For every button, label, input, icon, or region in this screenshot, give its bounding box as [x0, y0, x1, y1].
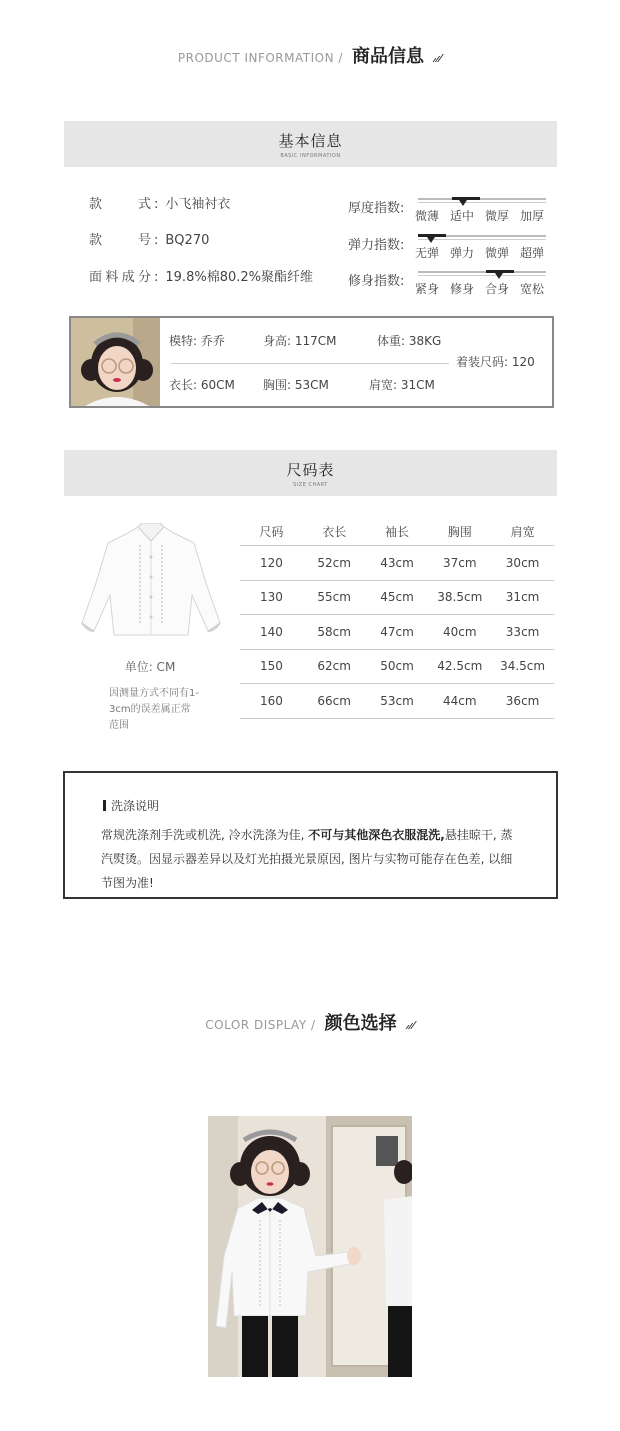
wash-text	[101, 823, 521, 895]
color-display-photo	[208, 1116, 412, 1377]
table-cell: 120	[259, 555, 283, 570]
model-shoulder: 肩宽: 31CM	[369, 378, 435, 392]
table-cell: 45cm	[380, 590, 414, 605]
scale-option: 宽松	[520, 282, 545, 296]
table-cell: 52cm	[317, 555, 351, 570]
basic-info-subtitle: BASIC INFORMATION	[280, 153, 341, 159]
scale-option: 加厚	[520, 209, 545, 223]
detail-value: 19.8%棉80.2%聚酯纤维	[165, 270, 313, 285]
size-table	[240, 518, 554, 719]
scale-option: 适中	[450, 209, 475, 223]
wash-instructions-box	[63, 771, 558, 899]
scale-pointer-icon	[495, 273, 503, 279]
scale-label: 修身指数:	[348, 274, 405, 289]
scale-pointer-icon	[427, 237, 435, 243]
table-cell: 58cm	[317, 624, 351, 639]
scale-option: 微厚	[485, 209, 510, 223]
detail-value: BQ270	[165, 233, 210, 248]
size-chart-bar	[64, 450, 557, 496]
table-row	[240, 581, 554, 616]
color-display-zh: 颜色选择	[324, 1013, 397, 1034]
table-cell: 34.5cm	[500, 659, 546, 674]
scale-option: 微弹	[485, 246, 510, 260]
table-row	[240, 546, 554, 581]
size-chart-subtitle: SIZE CHART	[293, 482, 328, 488]
detail-label: 面料成分	[89, 270, 151, 285]
table-cell: 43cm	[380, 555, 414, 570]
model-size: 着装尺码: 120	[456, 355, 535, 369]
table-cell: 31cm	[505, 590, 540, 605]
scale-option: 微薄	[415, 209, 440, 223]
table-header-cell: 肩宽	[510, 525, 535, 539]
table-cell: 53cm	[380, 693, 414, 708]
model-height: 身高: 117CM	[263, 334, 337, 348]
table-header-cell: 胸围	[447, 525, 472, 539]
size-chart-title: 尺码表	[286, 461, 335, 479]
scale-option: 合身	[485, 282, 510, 296]
wash-text-part: 常规洗涤剂手洗或机洗, 冷水洗涤为佳,	[101, 828, 309, 842]
detail-code: 款号 : BQ270	[89, 229, 209, 248]
table-cell: 160	[259, 693, 283, 708]
table-row	[240, 650, 554, 685]
table-cell: 66cm	[317, 693, 351, 708]
scale-option: 超弹	[520, 246, 545, 260]
detail-label: 款式	[89, 197, 151, 212]
table-cell: 62cm	[317, 659, 351, 674]
table-cell: 130	[259, 590, 283, 605]
scale-option: 紧身	[415, 282, 440, 296]
model-divider	[171, 363, 449, 364]
wash-title: 洗涤说明	[103, 797, 159, 814]
slash-mark-icon	[405, 1021, 415, 1029]
detail-value: 小飞袖衬衣	[165, 197, 231, 212]
product-info-en: PRODUCT INFORMATION /	[177, 51, 343, 65]
color-display-en: COLOR DISPLAY /	[205, 1018, 316, 1032]
scale-label: 弹力指数:	[348, 238, 405, 253]
table-cell: 150	[259, 659, 283, 674]
scale-label: 厚度指数:	[348, 201, 405, 216]
table-header-cell: 尺码	[259, 525, 284, 539]
model-weight: 体重: 38KG	[377, 334, 442, 348]
product-info-zh: 商品信息	[352, 46, 425, 67]
table-cell: 38.5cm	[437, 590, 483, 605]
table-header-cell: 衣长	[322, 525, 347, 539]
table-header-cell: 袖长	[384, 525, 409, 539]
model-name: 模特: 乔乔	[169, 334, 225, 348]
detail-label: 款号	[89, 233, 151, 248]
detail-style: 款式 : 小飞袖衬衣	[89, 193, 230, 212]
table-cell: 36cm	[505, 693, 540, 708]
wash-text-bold: 不可与其他深色衣服混洗,	[308, 828, 445, 842]
color-display-heading	[0, 1009, 620, 1035]
table-cell: 37cm	[443, 555, 477, 570]
table-cell: 30cm	[505, 555, 540, 570]
table-cell: 50cm	[380, 659, 414, 674]
table-cell: 44cm	[443, 693, 477, 708]
table-header	[240, 518, 554, 546]
table-cell: 47cm	[380, 624, 414, 639]
table-cell: 55cm	[317, 590, 351, 605]
detail-fabric: 面料成分 : 19.8%棉80.2%聚酯纤维	[89, 266, 313, 285]
model-length: 衣长: 60CM	[169, 378, 235, 392]
table-row	[240, 684, 554, 719]
product-info-heading	[0, 42, 620, 68]
model-chest: 胸围: 53CM	[263, 378, 329, 392]
scale-option: 弹力	[450, 246, 475, 260]
scale-pointer-icon	[459, 200, 467, 206]
unit-label: 单位: CM	[124, 660, 176, 674]
measurement-note: 因测量方式不同有1-3cm的误差属正常范围	[109, 688, 199, 731]
table-cell: 42.5cm	[437, 659, 483, 674]
table-cell: 40cm	[443, 624, 477, 639]
fit-scale	[348, 271, 558, 303]
model-photo	[71, 318, 160, 406]
table-row	[240, 615, 554, 650]
basic-info-bar	[64, 121, 557, 167]
model-info-box	[69, 316, 554, 408]
scale-option: 无弹	[415, 246, 440, 260]
thickness-scale	[348, 198, 558, 230]
table-cell: 33cm	[505, 624, 540, 639]
wash-text-part: 悬挂晾干, 蒸汽熨烫。因显示器差异以及灯光拍摄光景原因, 图片与实物可能存在色差, 以细节图为准!	[101, 828, 513, 890]
slash-mark-icon	[432, 54, 442, 62]
basic-info-title: 基本信息	[278, 132, 343, 150]
table-cell: 140	[259, 624, 283, 639]
shirt-illustration	[76, 523, 226, 641]
scale-option: 修身	[450, 282, 475, 296]
elasticity-scale	[348, 235, 558, 267]
